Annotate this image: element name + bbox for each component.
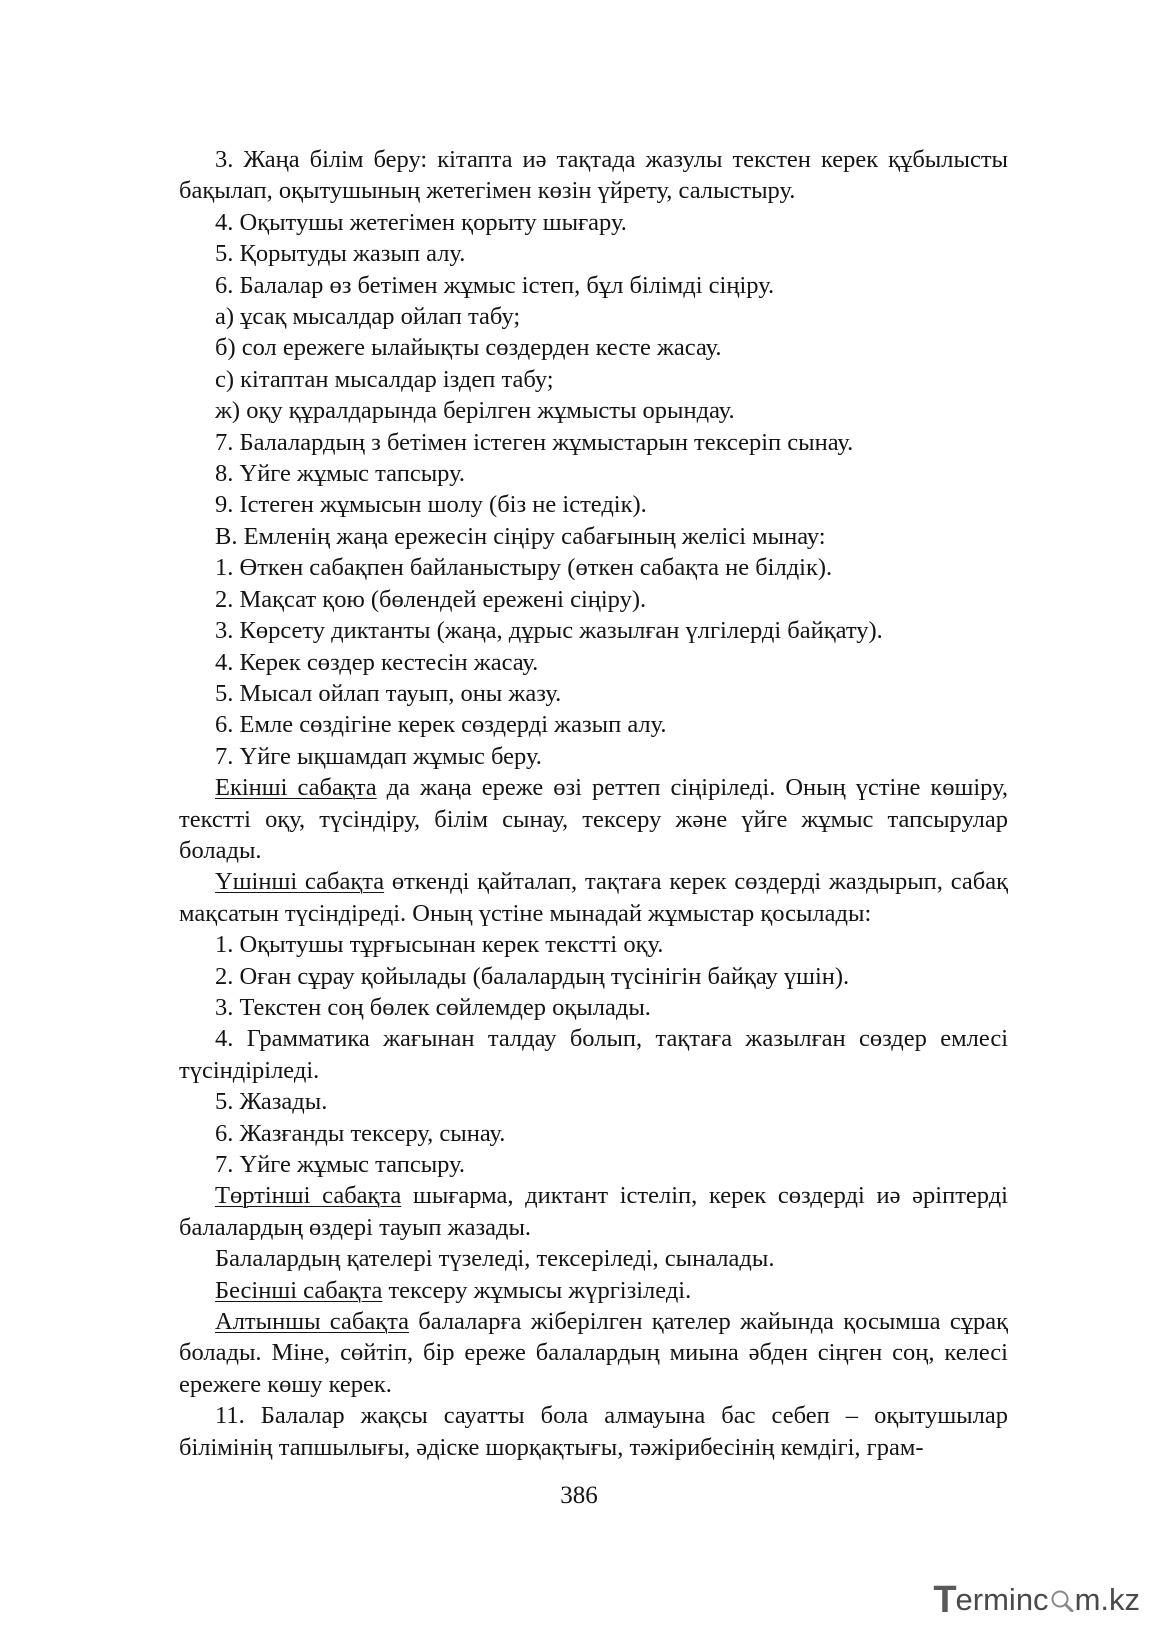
third-lesson-text: өткенді қайталап, тақтаға керек сөздерді жаздырып, сабақ мақсатын түсіндіреді. Оның үстіне мынадай жұмыстар қосылады: (179, 868, 1008, 927)
third-lesson-step: 4. Грамматика жағынан талдау болып, тақтаға жазылған сөздер емлесі түсіндіріледі. (179, 1025, 1008, 1084)
third-lesson-step: 7. Үйге жұмыс тапсыру. (215, 1151, 466, 1178)
third-lesson-step: 3. Текстен соң бөлек сөйлемдер оқылады. (215, 993, 651, 1021)
paragraph: 7. Үйге ықшамдап жұмыс беру. (215, 742, 542, 770)
fifth-lesson-label: Бесінші сабақта (215, 1276, 383, 1304)
third-lesson-step: 1. Оқытушы тұрғысынан керек текстті оқу. (215, 931, 664, 959)
paragraph: 3. Жаңа білім беру: кітапта иә тақтада жазулы текстен керек құбылысты бақылап, оқытушының жетегімен көзін үйрету, салыстыру. (179, 146, 1008, 205)
paragraph: 1. Өткен сабақпен байланыстыру (өткен сабақта не білдік). (215, 554, 833, 582)
second-lesson-text: да жаңа ереже өзі реттеп сіңіріледі. Оның үстіне көшіру, текстті оқу, түсіндіру, білім сынау, тексеру және үйге жұмыс тапсырулар болады. (179, 774, 1008, 864)
watermark-middle: erminc (955, 1582, 1049, 1617)
watermark-logo (933, 1580, 1140, 1620)
paragraph: 5. Қорытуды жазып алу. (215, 240, 466, 268)
paragraph: 9. Істеген жұмысын шолу (біз не істедік). (215, 491, 647, 519)
paragraph: 4. Керек сөздер кестесін жасау. (215, 648, 539, 676)
watermark-suffix: m.kz (1074, 1582, 1140, 1617)
page-number: 386 (560, 1482, 598, 1509)
paragraph: 5. Мысал ойлап тауып, оны жазу. (215, 679, 562, 707)
paragraph: 3. Көрсету диктанты (жаңа, дұрыс жазылған үлгілерді байқату). (215, 617, 883, 645)
paragraph: 6. Балалар өз бетімен жұмыс істеп, бұл білімді сіңіру. (215, 271, 775, 299)
paragraph: а) ұсақ мысалдар ойлап табу; (215, 303, 521, 331)
magnifier-icon (1050, 1588, 1074, 1612)
paragraph: с) кітаптан мысалдар іздеп табу; (215, 365, 554, 393)
third-lesson-step: 6. Жазғанды тексеру, сынау. (215, 1119, 506, 1147)
third-lesson-step: 2. Оған сұрау қойылады (балалардың түсінігін байқау үшін). (215, 962, 850, 990)
closing-paragraph: 11. Балалар жақсы сауатты бола алмауына бас себеп – оқытушылар білімінің тапшылығы, әдіске шорқақтығы, тәжірибесінің кемдігі, грам- (179, 1402, 1008, 1461)
fourth-lesson-extra: Балалардың қателері түзеледі, тексеріледі, сыналады. (215, 1245, 775, 1273)
third-lesson-step: 5. Жазады. (215, 1088, 328, 1116)
paragraph: б) сол ережеге ылайықты сөздерден кесте жасау. (215, 334, 722, 362)
body-text (179, 144, 1008, 1463)
second-lesson-paragraph (179, 772, 1008, 866)
fourth-lesson-label: Төртінші сабақта (215, 1182, 402, 1210)
paragraph: 8. Үйге жұмыс тапсыру. (215, 460, 466, 488)
third-lesson-label: Үшінші сабақта (215, 868, 385, 896)
fifth-lesson-paragraph (179, 1275, 1008, 1306)
fourth-lesson-text: шығарма, диктант істеліп, керек сөздерді иә әріптерді балалардың өздері тауып жазады. (179, 1182, 1008, 1241)
sixth-lesson-text: балаларға жіберілген қателер жайында қосымша сұрақ болады. Міне, сөйтіп, бір ереже балалардың миына әбден сіңген соң, келесі ережеге көшу керек. (179, 1308, 1008, 1398)
watermark-prefix: T (933, 1578, 957, 1621)
paragraph: 4. Оқытушы жетегімен қорыту шығару. (215, 208, 627, 236)
paragraph: 2. Мақсат қою (бөлендей ережені сіңіру). (215, 585, 647, 613)
paragraph: ж) оқу құралдарында берілген жұмысты орындау. (215, 397, 735, 425)
fourth-lesson-paragraph (179, 1180, 1008, 1243)
sixth-lesson-label: Алтыншы сабақта (215, 1308, 409, 1336)
sixth-lesson-paragraph (179, 1306, 1008, 1400)
paragraph: 6. Емле сөздігіне керек сөздерді жазып алу. (215, 711, 667, 739)
fifth-lesson-text: тексеру жұмысы жүргізіледі. (382, 1276, 692, 1304)
paragraph: 7. Балалардың з бетімен істеген жұмыстарын тексеріп сынау. (215, 428, 854, 456)
paragraph: В. Емленің жаңа ережесін сіңіру сабағының желісі мынау: (215, 522, 826, 550)
third-lesson-paragraph (179, 866, 1008, 929)
second-lesson-label: Екінші сабақта (215, 774, 377, 802)
